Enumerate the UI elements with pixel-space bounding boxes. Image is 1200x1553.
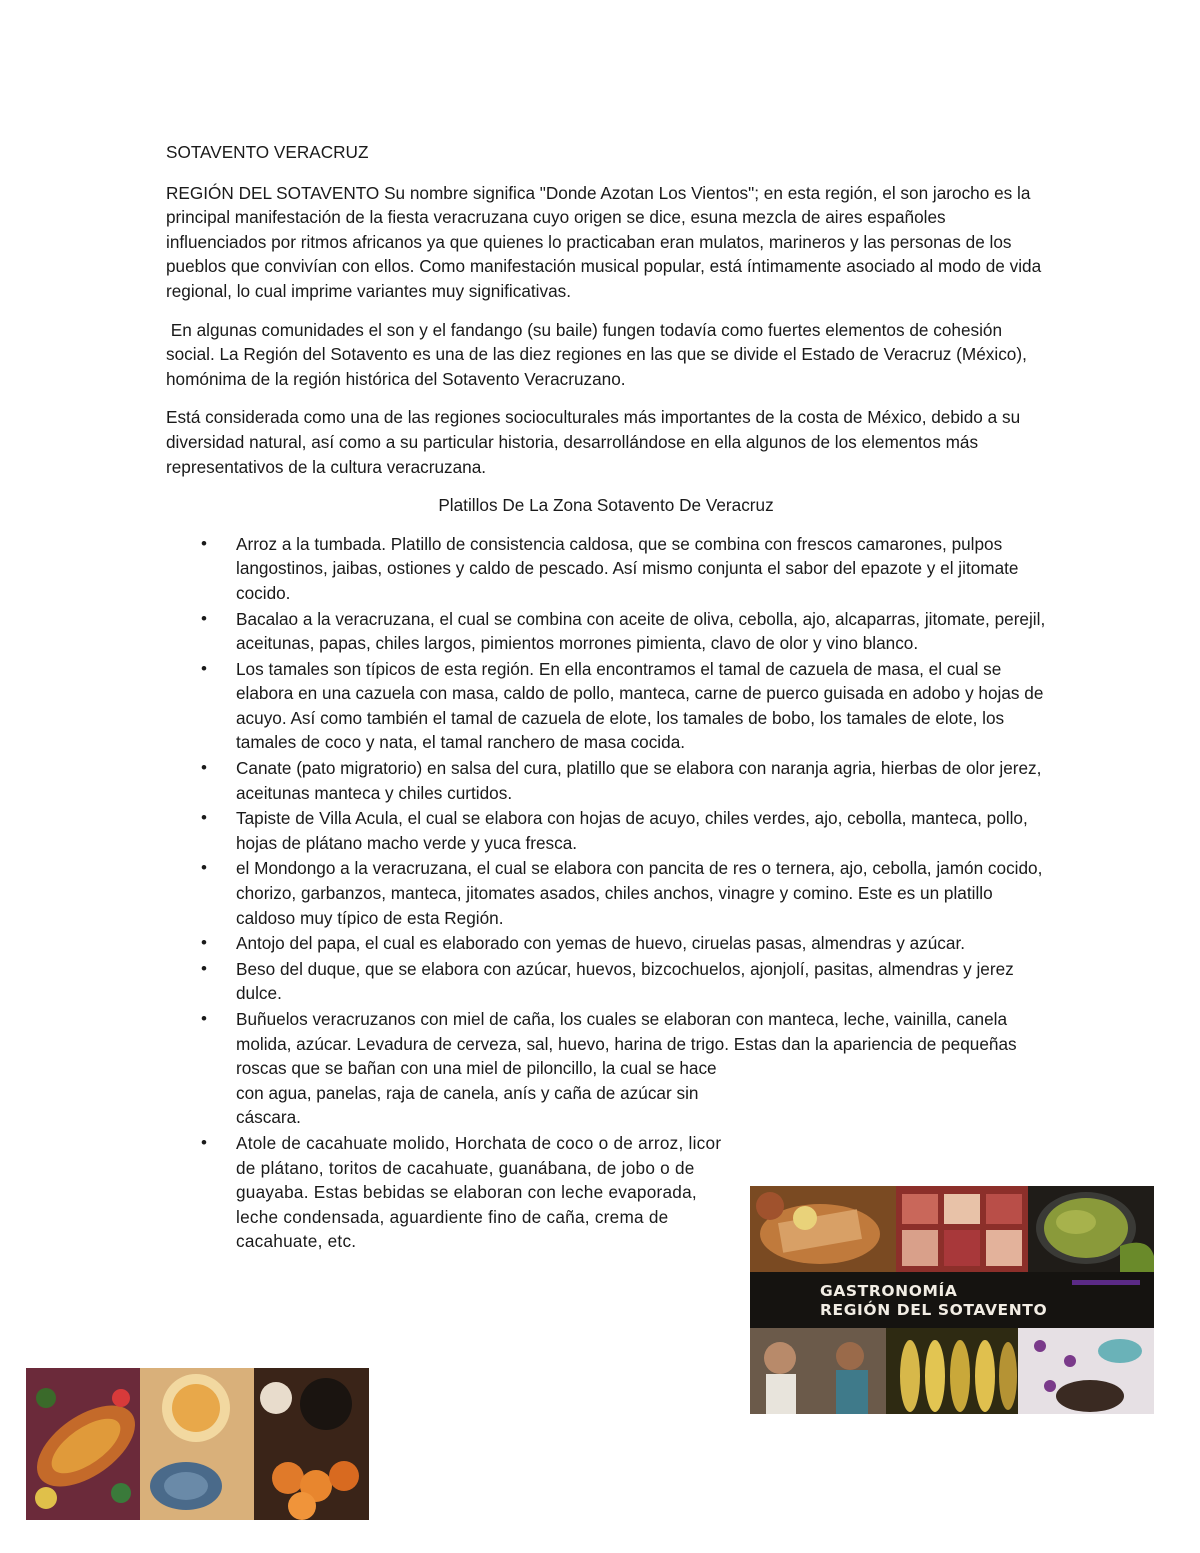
list-item: • Los tamales son típicos de esta región. En ella encontramos el tamal de cazuela de masa, el cual se elabora en una cazuela con masa, caldo de pollo, manteca, carne de puerco guisada en adobo y hojas de acuyo. Así como también el tamal de cazuela de elote, los tamales de bobo, los tamales de elote, los tamales de coco y nata, el tamal ranchero de masa cocida. xyxy=(236,657,1046,755)
list-item: • Antojo del papa, el cual es elaborado con yemas de huevo, ciruelas pasas, almendras y azúcar. xyxy=(236,931,1046,956)
document-title: SOTAVENTO VERACRUZ xyxy=(166,142,369,162)
paragraph-1: REGIÓN DEL SOTAVENTO Su nombre significa "Donde Azotan Los Vientos"; en esta región, el son jarocho es la principal manifestación de la fiesta veracruzana cuyo origen se dice, esuna mezcla de aires españoles influenciados por ritmos africanos ya que quienes lo practicaban eran mulatos, marineros y las personas de los pueblos que convivían con ellos. Como manifestación musical popular, está íntimamente asociado al modo de vida regional, lo cual imprime variantes muy significativas. xyxy=(166,182,1042,301)
list-item xyxy=(236,1007,1046,1130)
banner-title xyxy=(820,1282,1120,1320)
dishes-heading: Platillos De La Zona Sotavento De Veracruz xyxy=(438,495,774,516)
list-item: • el Mondongo a la veracruzana, el cual se elabora con pancita de res o ternera, ajo, cebolla, jamón cocido, chorizo, garbanzos, manteca, jitomates asados, chiles anchos, vinagre y comino. Este es un platillo caldoso muy típico de esta Región. xyxy=(236,856,1046,930)
list-item: • Arroz a la tumbada. Platillo de consistencia caldosa, que se combina con frescos camarones, pulpos langostinos, jaibas, ostiones y caldo de pescado. Así mismo conjunta el sabor del epazote y el jitomate cocido. xyxy=(236,532,1046,606)
list-item-text: Buñuelos veracruzanos con miel de caña, los cuales se elaboran con manteca, leche, vainilla, canela molida, azúcar. Levadura de cerveza, sal, huevo, harina de trigo. Estas dan la apariencia de pequeñas roscas que se bañan con una miel de piloncillo, la cual se hace xyxy=(236,1009,1017,1079)
list-item: • Bacalao a la veracruzana, el cual se combina con aceite de oliva, cebolla, ajo, alcaparras, jitomate, perejil, aceitunas, papas, chiles largos, pimientos morrones pimienta, clavo de olor y vino blanco. xyxy=(236,607,1046,656)
document-body xyxy=(166,140,1046,1255)
paragraph-3: Está considerada como una de las regiones socioculturales más importantes de la costa de México, debido a su diversidad natural, así como a su particular historia, desarrollándose en ella algunos de los elementos más representativos de la cultura veracruzana. xyxy=(166,407,1021,477)
dishes-list xyxy=(166,532,1046,1254)
paragraph-2: En algunas comunidades el son y el fandango (su baile) fungen todavía como fuertes elementos de cohesión social. La Región del Sotavento es una de las diez regiones en las que se divide el Estado de Veracruz (México), homónima de la región histórica del Sotavento Veracruzano. xyxy=(166,319,1032,389)
food-photo-collage xyxy=(26,1368,369,1520)
list-item: • Atole de cacahuate molido, Horchata de coco o de arroz, licor de plátano, toritos de cacahuate, guanábana, de jobo o de guayaba. Estas bebidas se elaboran con leche evaporada, leche condensada, aguardiente fino de caña, crema de cacahuate, etc. xyxy=(236,1131,736,1254)
banner-title-line-2: REGIÓN DEL SOTAVENTO xyxy=(820,1301,1048,1319)
list-item: • Canate (pato migratorio) en salsa del cura, platillo que se elabora con naranja agria, hierbas de olor jerez, aceitunas manteca y chiles curtidos. xyxy=(236,756,1046,805)
list-item-text: con agua, panelas, raja de canela, anís y caña de azúcar sin cáscara. xyxy=(236,1082,699,1128)
gastronomy-banner-image xyxy=(750,1186,1154,1414)
banner-title-line-1: GASTRONOMÍA xyxy=(820,1282,958,1300)
food-photo-collage-graphic xyxy=(26,1368,369,1520)
list-item: • Tapiste de Villa Acula, el cual se elabora con hojas de acuyo, chiles verdes, ajo, cebolla, manteca, pollo, hojas de plátano macho verde y yuca fresca. xyxy=(236,806,1046,855)
list-item: • Beso del duque, que se elabora con azúcar, huevos, bizcochuelos, ajonjolí, pasitas, almendras y jerez dulce. xyxy=(236,957,1046,1006)
